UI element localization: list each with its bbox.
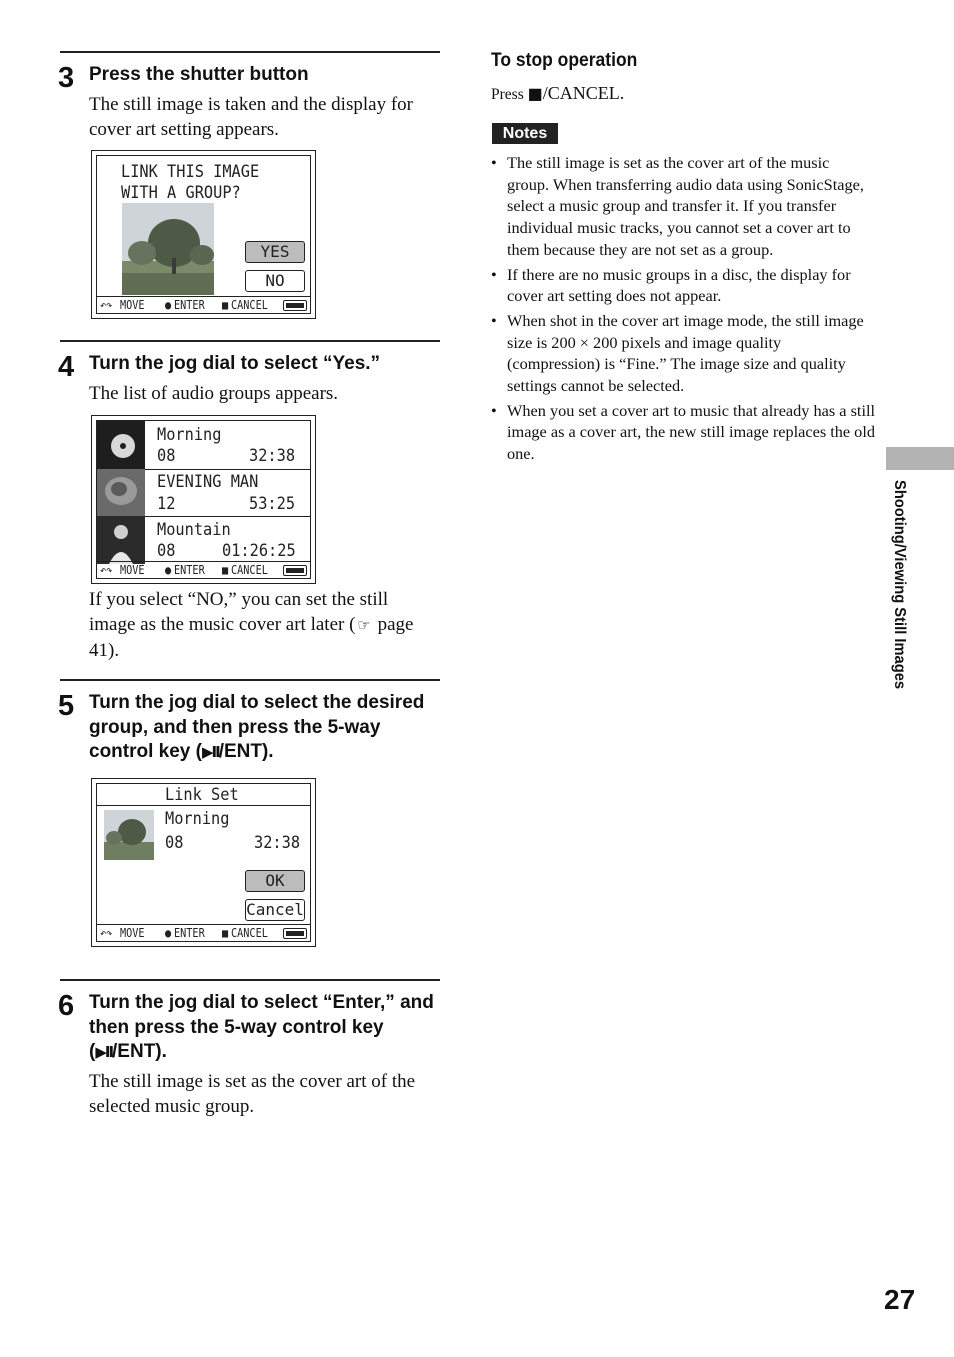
- step-6-number: 6: [58, 990, 75, 1022]
- no-button[interactable]: NO: [245, 270, 305, 292]
- page-number: 27: [884, 1284, 916, 1315]
- cancel-label: CANCEL: [231, 563, 268, 577]
- screen-footer-bar: [97, 924, 310, 941]
- enter-label: ENTER: [174, 298, 205, 312]
- step-4-body: The list of audio groups appears.: [89, 383, 339, 404]
- step-3-rule: [60, 51, 440, 53]
- move-label: MOVE: [120, 563, 145, 577]
- step-6-heading: [89, 991, 439, 1065]
- ok-button[interactable]: OK: [245, 870, 305, 892]
- step-6-body: The still image is set as the cover art of the selected music group.: [89, 1071, 416, 1117]
- step-3-heading: Press the shutter button: [89, 64, 309, 85]
- cancel-label: CANCEL: [231, 298, 268, 312]
- group-name: Morning: [157, 425, 222, 445]
- stop-cancel-text: /CANCEL.: [542, 83, 625, 103]
- audio-group-list-screen: [91, 415, 316, 584]
- group-count: 08: [157, 541, 176, 561]
- step-5-heading: [89, 691, 439, 765]
- enter-dot-icon: ●: [165, 926, 172, 940]
- yes-button[interactable]: YES: [245, 241, 305, 263]
- step-5-number: 5: [58, 690, 75, 722]
- cancel-label: CANCEL: [231, 926, 268, 940]
- selected-group-time: 32:38: [254, 833, 301, 853]
- jog-icon: ↶↷: [100, 298, 113, 312]
- note-item: • The still image is set as the cover art of the music group. When transferring audio data using SonicStage, select a music group and transfer it. If you transfer individual music tracks, you cannot set a cover art to them because they are not set as a group.: [491, 152, 875, 261]
- group-row[interactable]: [97, 469, 310, 517]
- reference-pointer-icon: ☞: [357, 616, 371, 634]
- link-set-screen: [91, 778, 316, 947]
- notes-list: [491, 152, 875, 468]
- step-5-heading-suffix: /ENT).: [218, 741, 274, 762]
- enter-dot-icon: ●: [165, 298, 172, 312]
- step-5-heading-text: Turn the jog dial to select the desired group, and then press the 5-way control key (: [89, 692, 425, 762]
- battery-icon: [283, 565, 307, 576]
- note-item: • When shot in the cover art image mode, the still image size is 200 × 200 pixels and image quality (compression) is “Fine.” The image size and quality settings cannot be selected.: [491, 310, 875, 397]
- group-time: 01:26:25: [222, 541, 296, 561]
- link-set-title-bar: [97, 784, 310, 806]
- rose-thumbnail: [97, 469, 145, 516]
- step-4-number: 4: [58, 351, 75, 383]
- selected-photo-thumbnail: [104, 810, 154, 860]
- group-time: 53:25: [249, 494, 296, 514]
- move-label: MOVE: [120, 298, 145, 312]
- screen-footer-bar: [97, 561, 310, 578]
- step-3-body: The still image is taken and the display for cover art setting appears.: [89, 94, 413, 140]
- enter-label: ENTER: [174, 926, 205, 940]
- section-side-tab: [886, 447, 954, 470]
- page-reference-link[interactable]: page 41).: [89, 614, 414, 661]
- captured-photo-thumbnail: [122, 203, 214, 295]
- cancel-stop-icon: ■: [222, 563, 229, 577]
- jog-icon: ↶↷: [100, 926, 113, 940]
- stop-operation-text: [491, 81, 624, 107]
- group-row[interactable]: [97, 421, 310, 470]
- step-5-rule: [60, 679, 440, 681]
- play-pause-icon: ▶II: [95, 1043, 113, 1061]
- step-6-heading-suffix: /ENT).: [112, 1041, 167, 1062]
- cover-art-prompt-screen: [91, 150, 316, 319]
- play-pause-icon: ▶II: [201, 743, 219, 761]
- enter-dot-icon: ●: [165, 563, 172, 577]
- step-4-heading: Turn the jog dial to select “Yes.”: [89, 353, 381, 374]
- cancel-stop-icon: ■: [222, 926, 229, 940]
- step-6-heading-text: Turn the jog dial to select “Enter,” and then press the 5-way control key (: [89, 992, 434, 1062]
- cancel-stop-icon: ■: [222, 298, 229, 312]
- screen-frame: [96, 420, 311, 579]
- group-name: Mountain: [157, 520, 231, 540]
- note-item: • When you set a cover art to music that already has a still image as a cover art, the new still image replaces the old one.: [491, 400, 875, 465]
- battery-icon: [283, 928, 307, 939]
- enter-label: ENTER: [174, 563, 205, 577]
- link-set-title: Link Set: [165, 785, 239, 805]
- group-name: EVENING MAN: [157, 472, 259, 492]
- prompt-line-1: LINK THIS IMAGE: [121, 162, 260, 182]
- section-side-label: Shooting/Viewing Still Images: [891, 480, 908, 690]
- disc-thumbnail: [97, 421, 145, 469]
- group-count: 08: [157, 446, 176, 466]
- prompt-line-2: WITH A GROUP?: [121, 183, 241, 203]
- selected-group-name: Morning: [165, 809, 230, 829]
- stop-operation-heading: To stop operation: [491, 50, 638, 71]
- move-label: MOVE: [120, 926, 145, 940]
- battery-icon: [283, 300, 307, 311]
- screen-frame: [96, 783, 311, 942]
- cancel-button[interactable]: Cancel: [246, 900, 304, 919]
- group-count: 12: [157, 494, 176, 514]
- step-4-followup-text: If you select “NO,” you can set the still image as the music cover art later (: [89, 589, 389, 635]
- screen-frame: [96, 155, 311, 314]
- stop-square-icon: ■: [527, 84, 543, 103]
- group-row[interactable]: [97, 516, 310, 564]
- screen-footer-bar: [97, 296, 310, 313]
- step-6-rule: [60, 979, 440, 981]
- step-4-rule: [60, 340, 440, 342]
- stop-press-text: Press: [491, 86, 528, 103]
- jog-icon: ↶↷: [100, 563, 113, 577]
- step-3-number: 3: [58, 62, 75, 94]
- note-item: • If there are no music groups in a disc, the display for cover art setting does not appear.: [491, 264, 875, 307]
- notes-badge: Notes: [492, 123, 558, 144]
- group-time: 32:38: [249, 446, 296, 466]
- selected-group-count: 08: [165, 833, 184, 853]
- person-thumbnail: [97, 516, 145, 564]
- step-4-followup: [89, 587, 429, 663]
